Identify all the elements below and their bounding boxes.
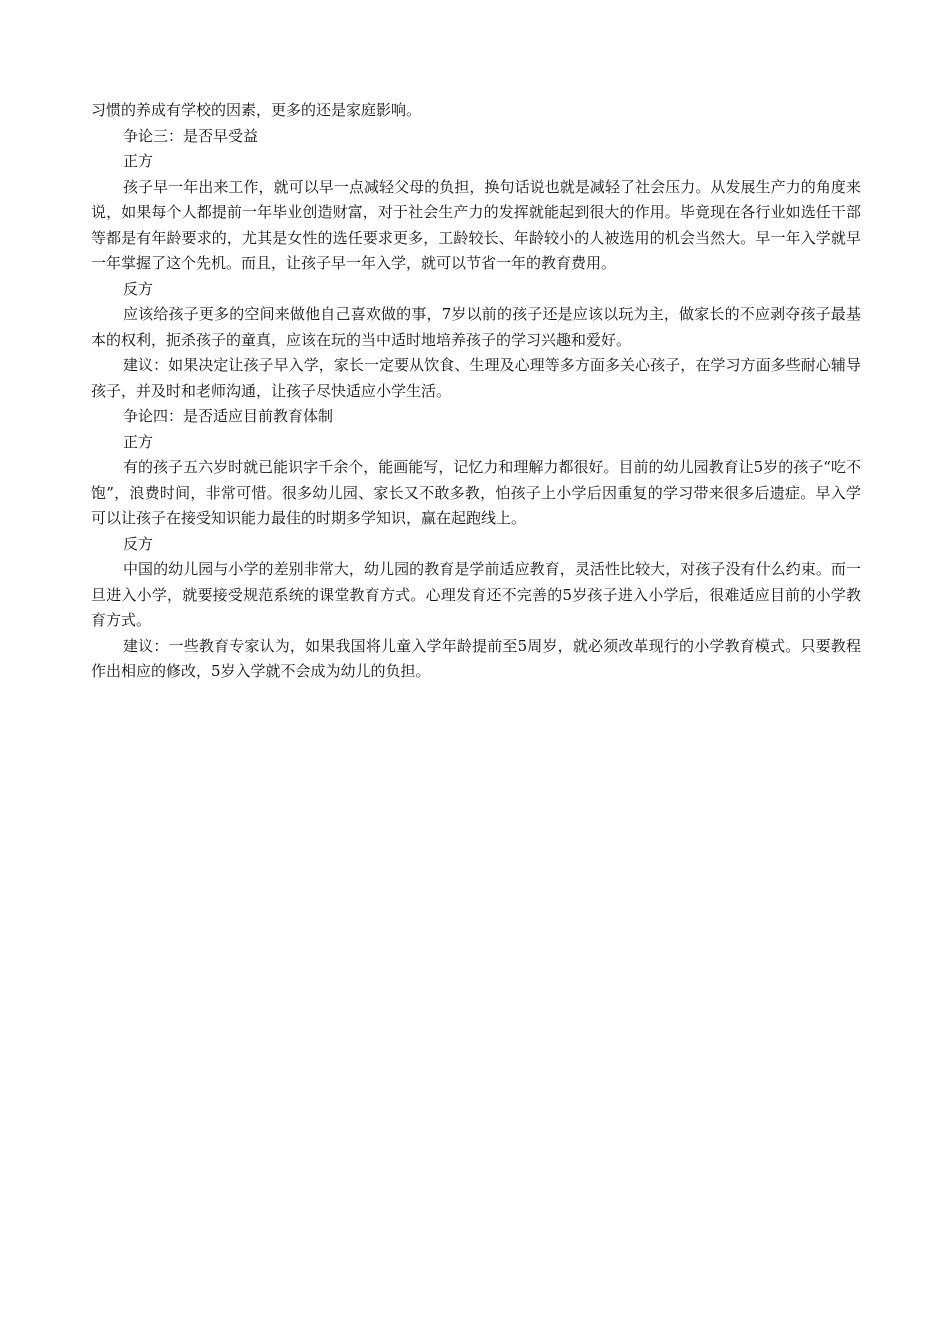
document-body <box>91 98 861 685</box>
suggestion-paragraph: 建议：如果决定让孩子早入学，家长一定要从饮食、生理及心理等多方面多关心孩子，在学习方面多些耐心辅导孩子，并及时和老师沟通，让孩子尽快适应小学生活。 <box>91 356 861 400</box>
pro-side-label: 正方 <box>123 432 154 451</box>
con-side-paragraph: 应该给孩子更多的空间来做他自己喜欢做的事，7岁以前的孩子还是应该以玩为主，做家长的不应剥夺孩子最基本的权利，扼杀孩子的童真，应该在玩的当中适时地培养孩子的学习兴趣和爱好。 <box>91 305 861 349</box>
paragraph-continuation: 习惯的养成有学校的因素，更多的还是家庭影响。 <box>91 101 422 119</box>
section-heading-debate-three: 争论三：是否早受益 <box>123 126 259 145</box>
pro-side-paragraph: 孩子早一年出来工作，就可以早一点减轻父母的负担，换句话说也就是减轻了社会压力。从发展生产力的角度来说，如果每个人都提前一年毕业创造财富，对于社会生产力的发挥就能起到很大的作用。毕竟现在各行业如选任干部等都是有年龄要求的，尤其是女性的选任要求更多，工龄较长、年龄较小的人被选用的机会当然大。早一年入学就早一年掌握了这个先机。而且，让孩子早一年入学，就可以节省一年的教育费用。 <box>91 177 861 272</box>
section-heading-debate-four: 争论四：是否适应目前教育体制 <box>123 407 334 425</box>
con-side-label: 反方 <box>123 534 154 553</box>
con-side-paragraph: 中国的幼儿园与小学的差别非常大，幼儿园的教育是学前适应教育，灵活性比较大，对孩子没有什么约束。而一旦进入小学，就要接受规范系统的课堂教育方式。心理发育还不完善的5岁孩子进入小学后，很难适应目前的小学教育方式。 <box>91 560 861 629</box>
pro-side-paragraph: 有的孩子五六岁时就已能识字千余个，能画能写，记忆力和理解力都很好。目前的幼儿园教育让5岁的孩子“吃不饱”，浪费时间，非常可惜。很多幼儿园、家长又不敢多教，怕孩子上小学后因重复的学习带来很多后遗症。早入学可以让孩子在接受知识能力最佳的时期多学知识，赢在起跑线上。 <box>91 458 861 527</box>
pro-side-label: 正方 <box>123 152 154 170</box>
con-side-label: 反方 <box>123 279 154 298</box>
suggestion-paragraph: 建议：一些教育专家认为，如果我国将儿童入学年龄提前至5周岁，就必须改革现行的小学教育模式。只要教程作出相应的修改，5岁入学就不会成为幼儿的负担。 <box>91 636 861 680</box>
